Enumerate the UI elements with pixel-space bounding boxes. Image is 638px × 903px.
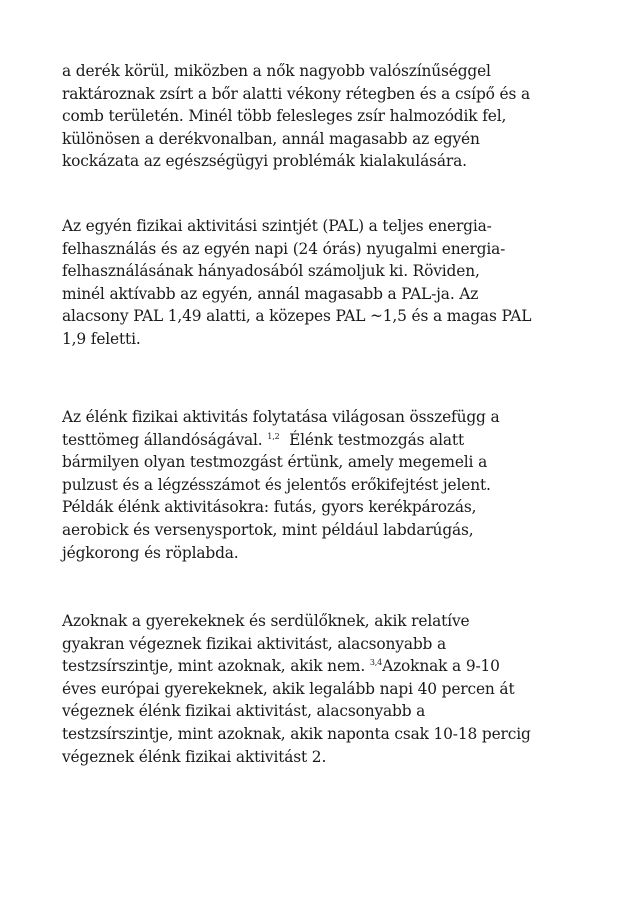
paragraph-vigorous-activity xyxy=(62,406,582,564)
text-line-with-citation xyxy=(62,429,582,452)
text-segment: Azoknak a 9-10 xyxy=(382,657,500,676)
text-line: Azoknak a gyerekeknek és serdülőknek, akik relatíve xyxy=(62,612,470,630)
text-segment: testzsírszintje, mint azoknak, akik nem. xyxy=(62,657,366,676)
text-line: éves európai gyerekeknek, akik legalább napi 40 percen át xyxy=(62,679,515,698)
paragraph-children-activity xyxy=(62,610,582,768)
text-line: aerobick és versenysportok, mint például labdarúgás, xyxy=(62,520,474,539)
text-line: Az egyén fizikai aktivitási szintjét (PAL) a teljes energia- xyxy=(62,217,492,235)
citation-superscript: 1,2 xyxy=(267,431,280,441)
text-line: végeznek élénk fizikai aktivitást 2. xyxy=(62,747,327,766)
text-line: testzsírszintje, mint azoknak, akik naponta csak 10-18 percig xyxy=(62,724,531,743)
text-line: pulzust és a légzésszámot és jelentős erőkifejtést jelent. xyxy=(62,475,491,494)
text-line: Az élénk fizikai aktivitás folytatása világosan összefügg a xyxy=(62,408,500,426)
text-line: minél aktívabb az egyén, annál magasabb a PAL-ja. Az xyxy=(62,284,479,303)
paragraph-pal-definition xyxy=(62,215,582,351)
text-line: bármilyen olyan testmozgást értünk, amely megemeli a xyxy=(62,453,488,472)
text-line: comb területén. Minél több felesleges zsír halmozódik fel, xyxy=(62,107,507,126)
text-line: Példák élénk aktivitásokra: futás, gyors kerékpározás, xyxy=(62,498,477,517)
citation-superscript: 3,4 xyxy=(369,658,383,668)
paragraph-fat-distribution xyxy=(62,60,582,173)
text-line: felhasználás és az egyén napi (24 órás) nyugalmi energia- xyxy=(62,239,506,258)
text-line: végeznek élénk fizikai aktivitást, alacsonyabb a xyxy=(62,702,426,721)
text-line: 1,9 feletti. xyxy=(62,329,141,348)
text-line: kockázata az egészségügyi problémák kialakulására. xyxy=(62,152,467,171)
text-segment: testtömeg állandóságával. xyxy=(62,430,263,449)
text-line-with-citation xyxy=(62,655,582,678)
text-line: különösen a derékvonalban, annál magasabb az egyén xyxy=(62,129,480,148)
text-line: felhasználásának hányadosából számoljuk ki. Röviden, xyxy=(62,262,480,281)
text-segment: Élénk testmozgás alatt xyxy=(289,430,464,449)
text-line: gyakran végeznek fizikai aktivitást, alacsonyabb a xyxy=(62,634,447,653)
text-line: raktároznak zsírt a bőr alatti vékony rétegben és a csípő és a xyxy=(62,84,530,103)
text-line: alacsony PAL 1,49 alatti, a közepes PAL ~1,5 és a magas PAL xyxy=(62,307,532,326)
text-line: jégkorong és röplabda. xyxy=(62,543,239,562)
text-line: a derék körül, miközben a nők nagyobb valószínűséggel xyxy=(62,62,491,80)
